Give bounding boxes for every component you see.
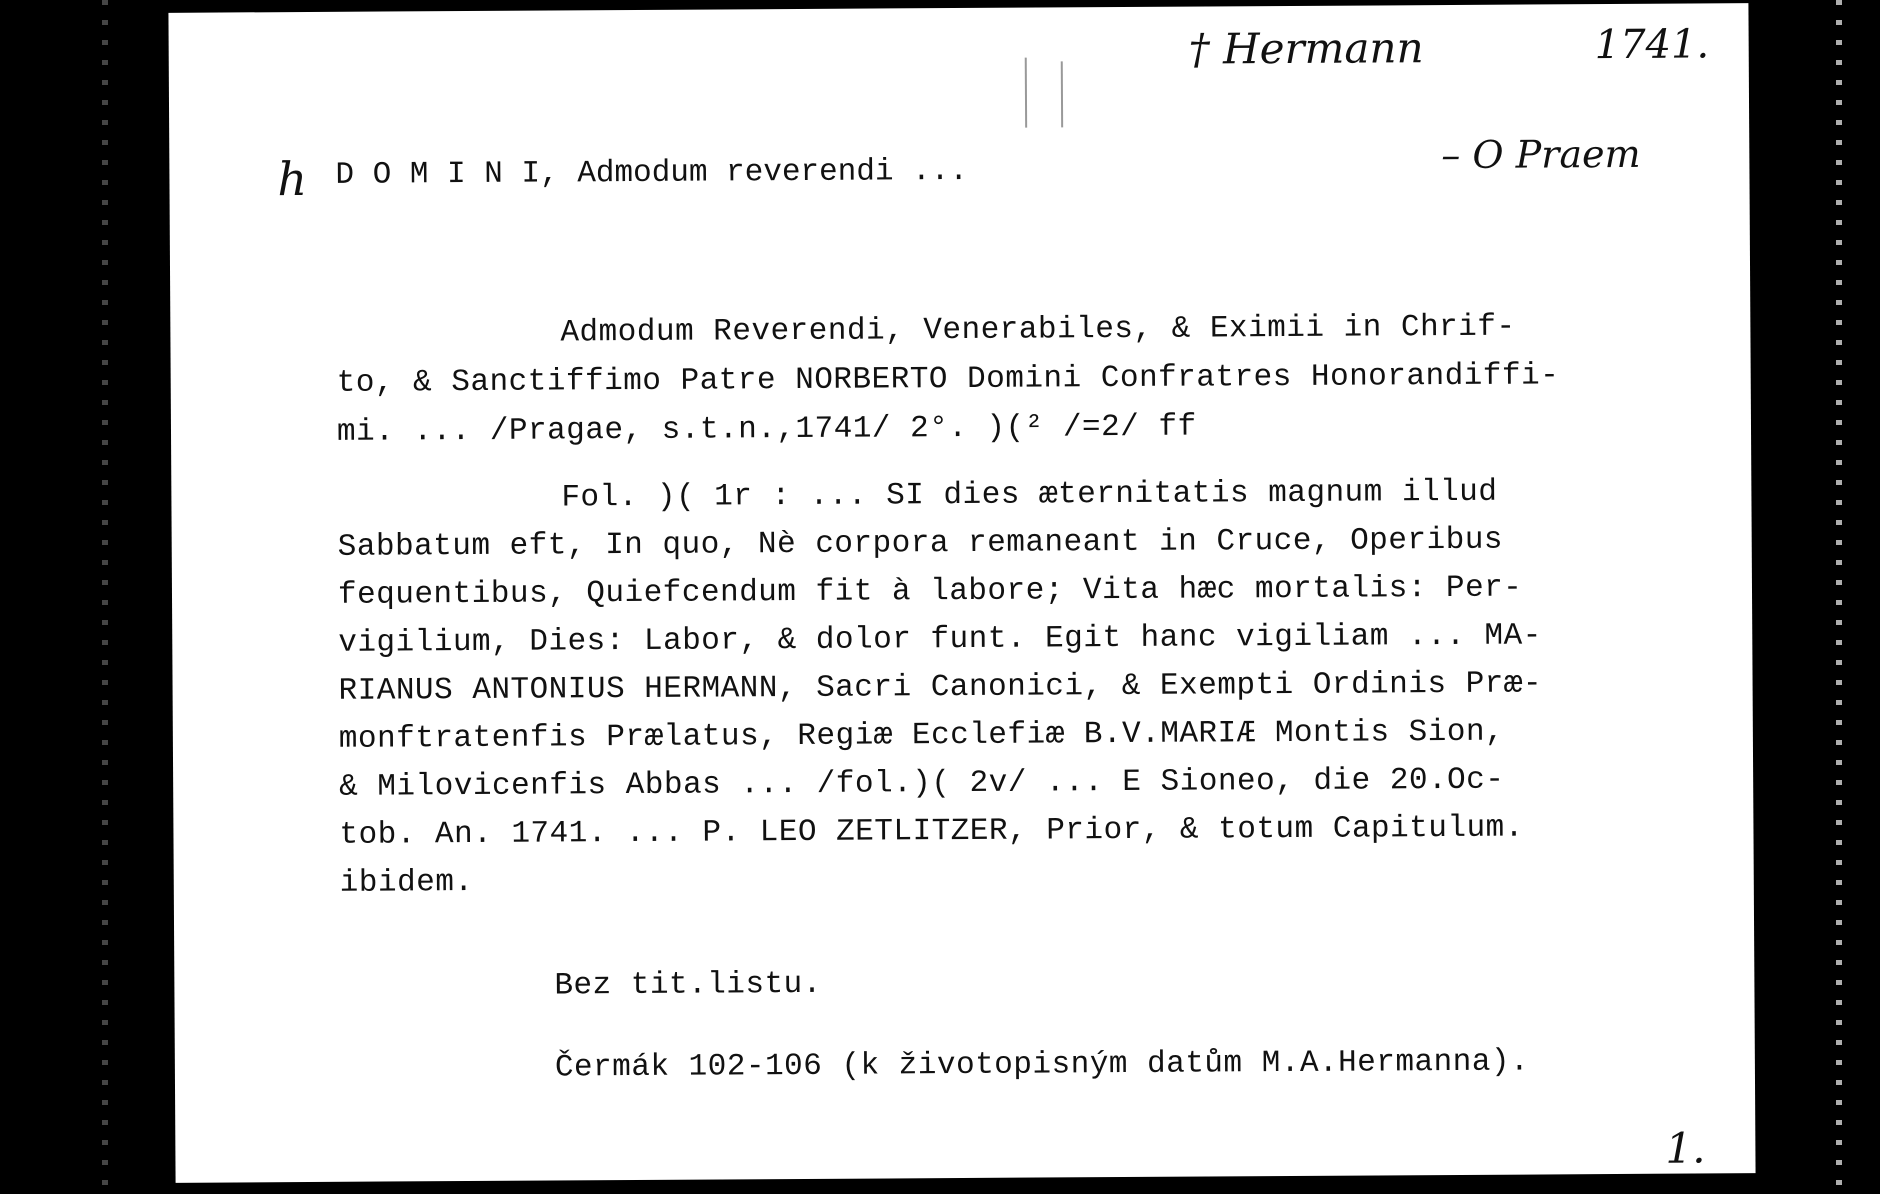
content-line: RIANUS ANTONIUS HERMANN, Sacri Canonici, & Exempti Ordinis Præ- — [338, 666, 1543, 709]
note-line: Bez tit.listu. — [554, 966, 822, 1004]
content-line: & Milovicenfis Abbas ... /fol.)( 2v/ ... E Sioneo, die 20.Oc- — [339, 762, 1505, 805]
card-heading — [335, 154, 968, 193]
content-line: monftratenfis Prælatus, Regiæ Ecclefiæ B.V.MARIÆ Montis Sion, — [338, 714, 1505, 757]
content-line: Sabbatum eft, In quo, Nè corpora remaneant in Cruce, Operibus — [337, 522, 1504, 565]
note-line: Čermák 102-106 (k životopisným datům M.A.Hermanna). — [554, 1044, 1530, 1086]
handwritten-year: 1741. — [1594, 21, 1710, 69]
content-line: fequentibus, Quiefcendum fit à labore; Vita hæc mortalis: Per- — [337, 570, 1523, 613]
handwritten-page-number: 1. — [1665, 1123, 1706, 1173]
title-line: mi. ... /Pragae, s.t.n.,1741/ 2°. )(² /=2/ ff — [336, 409, 1197, 450]
content-line: vigilium, Dies: Labor, & dolor funt. Egit hanc vigiliam ... MA- — [338, 618, 1542, 661]
handwritten-top-note: † Hermann — [1188, 23, 1424, 74]
title-line: to, & Sanctiffimo Patre NORBERTO Domini Confratres Honorandiffi- — [336, 358, 1560, 401]
scan-edge-left — [102, 0, 108, 1194]
scan-edge-right — [1836, 0, 1842, 1194]
content-line: tob. An. 1741. ... P. LEO ZETLITZER, Prior, & totum Capitulum. — [339, 810, 1524, 853]
handwritten-right-note: – O Praem — [1441, 131, 1641, 178]
heading-rest: , Admodum reverendi ... — [539, 153, 969, 192]
handwritten-left-mark: h — [277, 151, 308, 207]
scan-speck — [1025, 58, 1027, 128]
content-line: Fol. )( 1r : ... SI dies æternitatis magnum illud — [561, 474, 1498, 516]
content-line: ibidem. — [339, 864, 474, 901]
catalog-card — [168, 3, 1755, 1183]
scan-speck — [1061, 61, 1063, 127]
title-line: Admodum Reverendi, Venerabiles, & Eximii in Chrif- — [560, 309, 1516, 351]
heading-main: D O M I N I — [335, 156, 541, 193]
